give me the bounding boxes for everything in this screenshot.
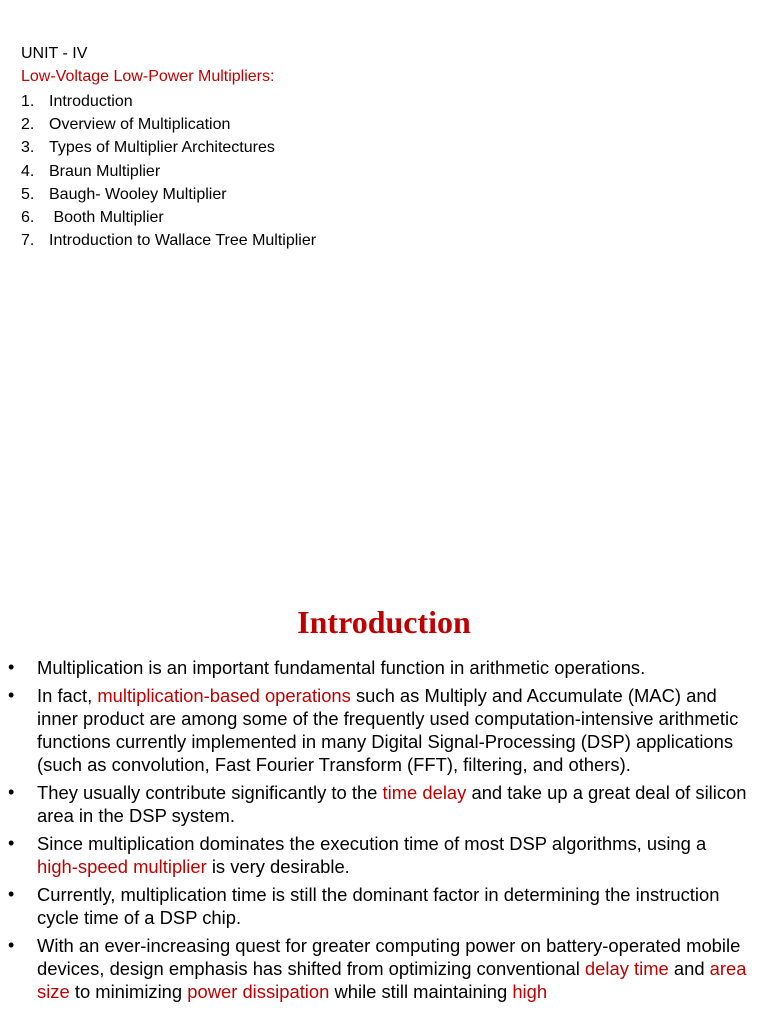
topic-text: Braun Multiplier [49,162,161,180]
list-item [21,113,316,136]
bullet-text: while still maintaining [329,981,513,1002]
topic-text: Baugh- Wooley Multiplier [49,185,227,203]
bullet-item [0,934,768,1003]
highlight-text: time delay [382,782,467,803]
topic-text: Introduction to Wallace Tree Multiplier [49,232,317,250]
list-item [21,90,316,113]
unit-subtitle: Low-Voltage Low-Power Multipliers: [21,68,275,85]
highlight-text: high-speed multiplier [37,856,207,877]
bullet-icon: • [8,685,15,705]
topic-number: 1. [21,93,35,110]
bullet-icon: • [8,657,15,677]
topic-number: 5. [21,185,35,203]
list-item [21,136,316,159]
bullet-item [0,883,768,929]
topic-number: 3. [21,139,35,157]
bullet-item [0,832,768,878]
topic-text: Introduction [49,93,133,110]
bullet-icon: • [8,884,15,904]
highlight-text: multiplication-based operations [97,685,351,706]
bullet-item [0,781,768,827]
list-item [21,160,316,183]
bullet-text: to minimizing [69,981,188,1002]
unit-title: UNIT - IV [21,45,88,62]
topic-number: 6. [21,208,35,226]
bullet-text: In fact, [37,685,98,706]
bullet-text: and take up a great deal of silicon area in the DSP system. [37,782,747,826]
bullet-item [0,656,768,679]
topic-text: Types of Multiplier Architectures [49,139,275,157]
highlight-text: area size [37,958,747,1002]
topic-text: Overview of Multiplication [49,116,231,134]
list-item [21,183,316,206]
bullet-text: and [668,958,710,979]
highlight-text: delay time [584,958,669,979]
bullet-text: Currently, multiplication time is still the dominant factor in determining the instruction cycle time of a DSP chip. [37,884,720,928]
topic-text: Booth Multiplier [49,208,164,226]
bullet-text: Multiplication is an important fundamental function in arithmetic operations. [37,657,646,678]
slide-introduction [0,580,768,1024]
highlight-text: power dissipation [187,981,330,1002]
topic-list [21,90,316,252]
bullet-icon: • [8,833,15,853]
bullet-item [0,684,768,776]
bullet-text: They usually contribute significantly to the [37,782,383,803]
bullet-text: Since multiplication dominates the execution time of most DSP algorithms, using a [37,833,707,854]
bullet-text: is very desirable. [206,856,350,877]
topic-number: 7. [21,232,35,250]
bullet-text: With an ever-increasing quest for greater computing power on battery-operated mobile devices, design emphasis has shifted from optimizing conventional [37,935,741,979]
bullet-list [0,656,768,1008]
list-item [21,229,316,252]
highlight-text: high [512,981,548,1002]
topic-number: 4. [21,162,35,180]
bullet-icon: • [8,782,15,802]
bullet-text: such as Multiply and Accumulate (MAC) and inner product are among some of the frequently used computation-intensive arithmetic functions currently implemented in many Digital Signal-Processing (DSP) applications (such as convolution, Fast Fourier Transform (FFT), filtering, and others). [37,685,739,775]
list-item [21,206,316,229]
slide-heading: Introduction [297,604,471,640]
bullet-icon: • [8,935,15,955]
topic-number: 2. [21,116,35,134]
